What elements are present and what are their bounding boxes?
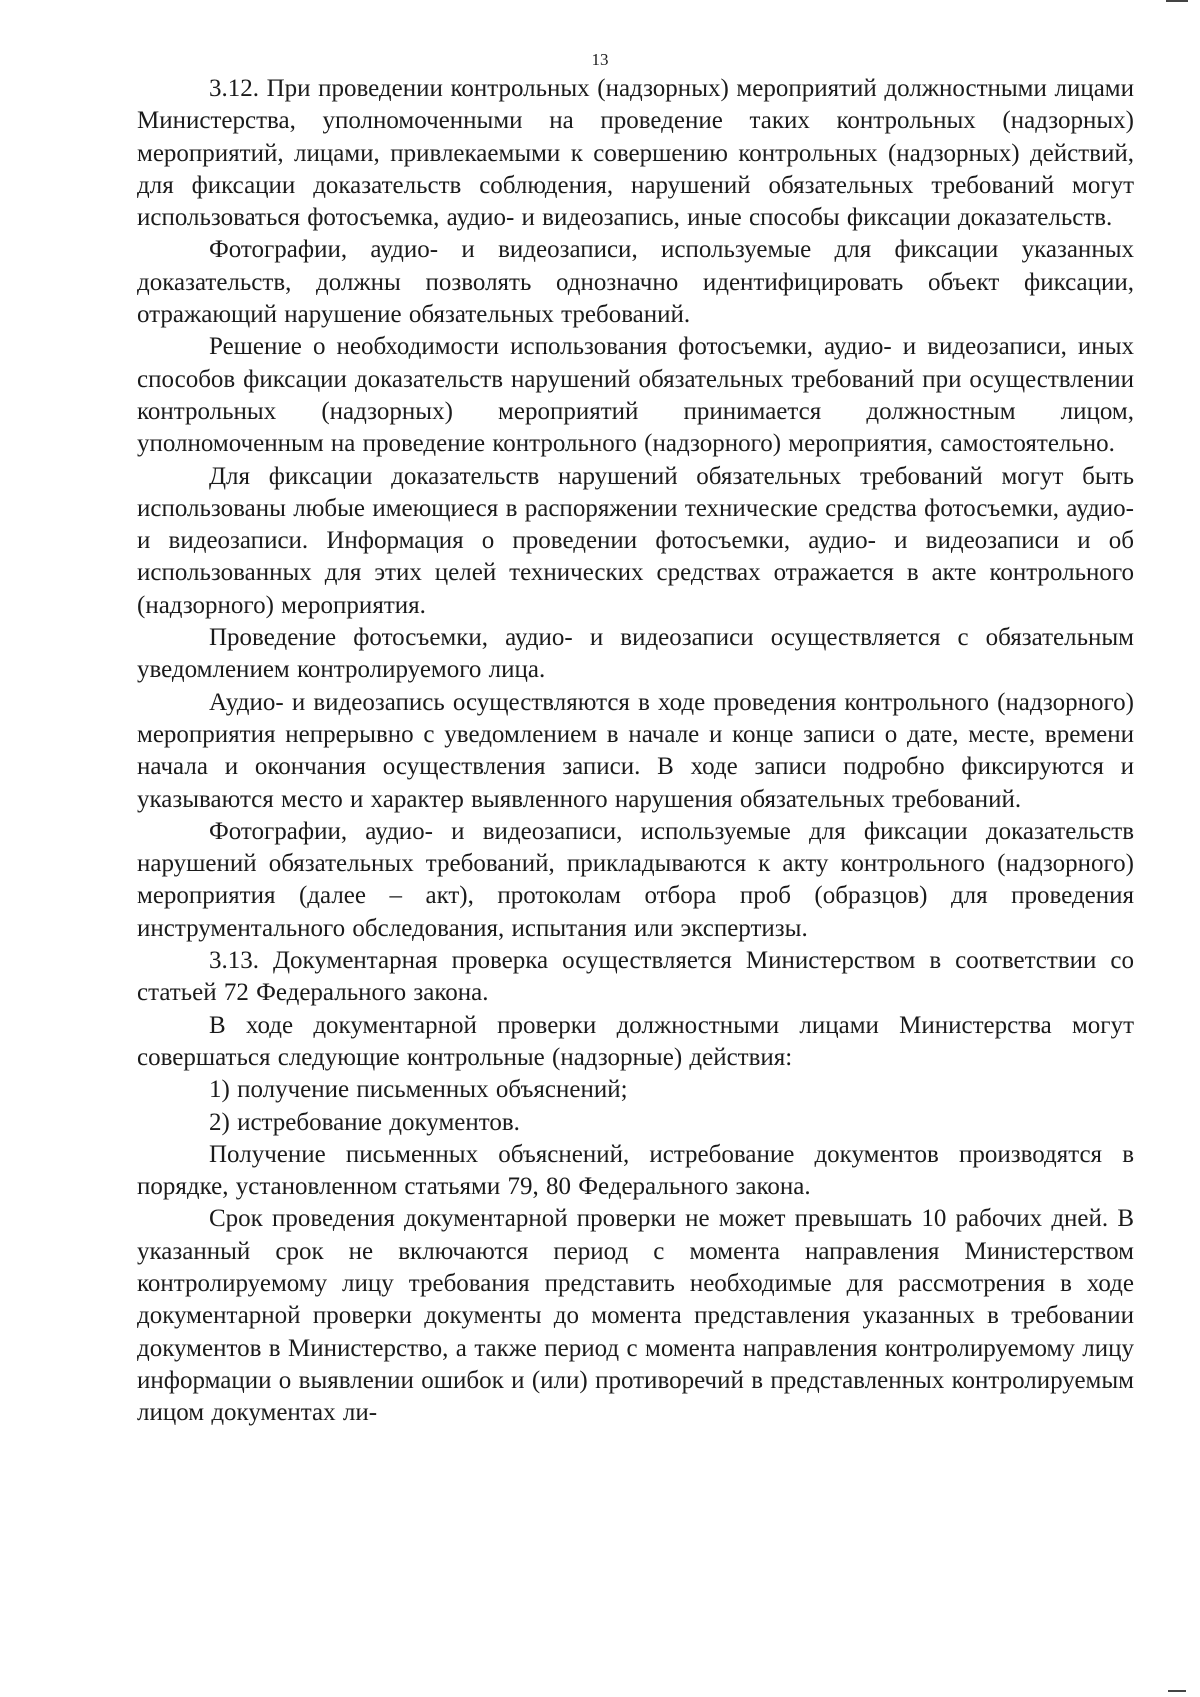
paragraph-3-12: 3.12. При проведении контрольных (надзорных) мероприятий должностными лицами Министерства, уполномоченными на проведение таких контрольных (надзорных) мероприятий, лицами, привлекаемыми к совершению контрольных (надзорных) действий, для фиксации доказательств соблюдения, нарушений обязательных требований могут использоваться фотосъемка, аудио- и видеозапись, иные способы фиксации доказательств. bbox=[137, 75, 1134, 232]
list-item-documents: 2) истребование документов. bbox=[209, 1108, 520, 1136]
paragraph-continuous-recording: Аудио- и видеозапись осуществляются в ходе проведения контрольного (надзорного) мероприятия непрерывно с уведомлением в начале и конце записи о дате, месте, времени начала и окончания осуществления записи. В ходе записи подробно фиксируются и указываются место и характер выявленного нарушения обязательных требований. bbox=[137, 688, 1134, 813]
document-body bbox=[137, 73, 1134, 1429]
paragraph-technical-means: Для фиксации доказательств нарушений обязательных требований могут быть использованы любые имеющиеся в распоряжении технические средства фотосъемки, аудио- и видеозаписи. Информация о проведении фотосъемки, аудио- и видеозаписи и об использованных для этих целей технических средствах отражается в акте контрольного (надзорного) мероприятия. bbox=[137, 462, 1134, 619]
paragraph-control-actions-intro: В ходе документарной проверки должностными лицами Министерства могут совершаться следующие контрольные (надзорные) действия: bbox=[137, 1011, 1134, 1071]
paragraph-procedure: Получение письменных объяснений, истребование документов производятся в порядке, установленном статьями 79, 80 Федерального закона. bbox=[137, 1140, 1134, 1201]
scan-edge-mark bbox=[1168, 1690, 1186, 1692]
paragraph-attachments: Фотографии, аудио- и видеозаписи, используемые для фиксации доказательств нарушений обязательных требований, прикладываются к акту контрольного (надзорного) мероприятия (далее – акт), протоколам отбора проб (образцов) для проведения инструментального обследования, испытания или экспертизы. bbox=[137, 817, 1134, 942]
paragraph-3-13: 3.13. Документарная проверка осуществляется Министерством в соответствии со статьей 72 Федерального закона. bbox=[137, 947, 1134, 1007]
list-item-explanations: 1) получение письменных объяснений; bbox=[209, 1076, 628, 1104]
scan-edge-mark bbox=[1166, 0, 1188, 2]
paragraph-notification: Проведение фотосъемки, аудио- и видеозаписи осуществляется с обязательным уведомлением контролируемого лица. bbox=[137, 624, 1134, 684]
paragraph-term: Срок проведения документарной проверки не может превышать 10 рабочих дней. В указанный срок не включаются период с момента направления Министерством контролируемому лицу требования представить необходимые для рассмотрения в ходе документарной проверки документы до момента представления указанных в требовании документов в Министерство, а также период с момента направления контролируемому лицу информации о выявлении ошибок и (или) противоречий в представленных контролируемым лицом документах ли- bbox=[137, 1205, 1134, 1427]
paragraph-photos-identification: Фотографии, аудио- и видеозаписи, используемые для фиксации указанных доказательств, должны позволять однозначно идентифицировать объект фиксации, отражающий нарушение обязательных требований. bbox=[137, 236, 1134, 329]
paragraph-decision-recording: Решение о необходимости использования фотосъемки, аудио- и видеозаписи, иных способов фиксации доказательств нарушений обязательных требований при осуществлении контрольных (надзорных) мероприятий принимается должностным лицом, уполномоченным на проведение контрольного (надзорного) мероприятия, самостоятельно. bbox=[137, 333, 1134, 458]
page-number: 13 bbox=[591, 50, 609, 69]
